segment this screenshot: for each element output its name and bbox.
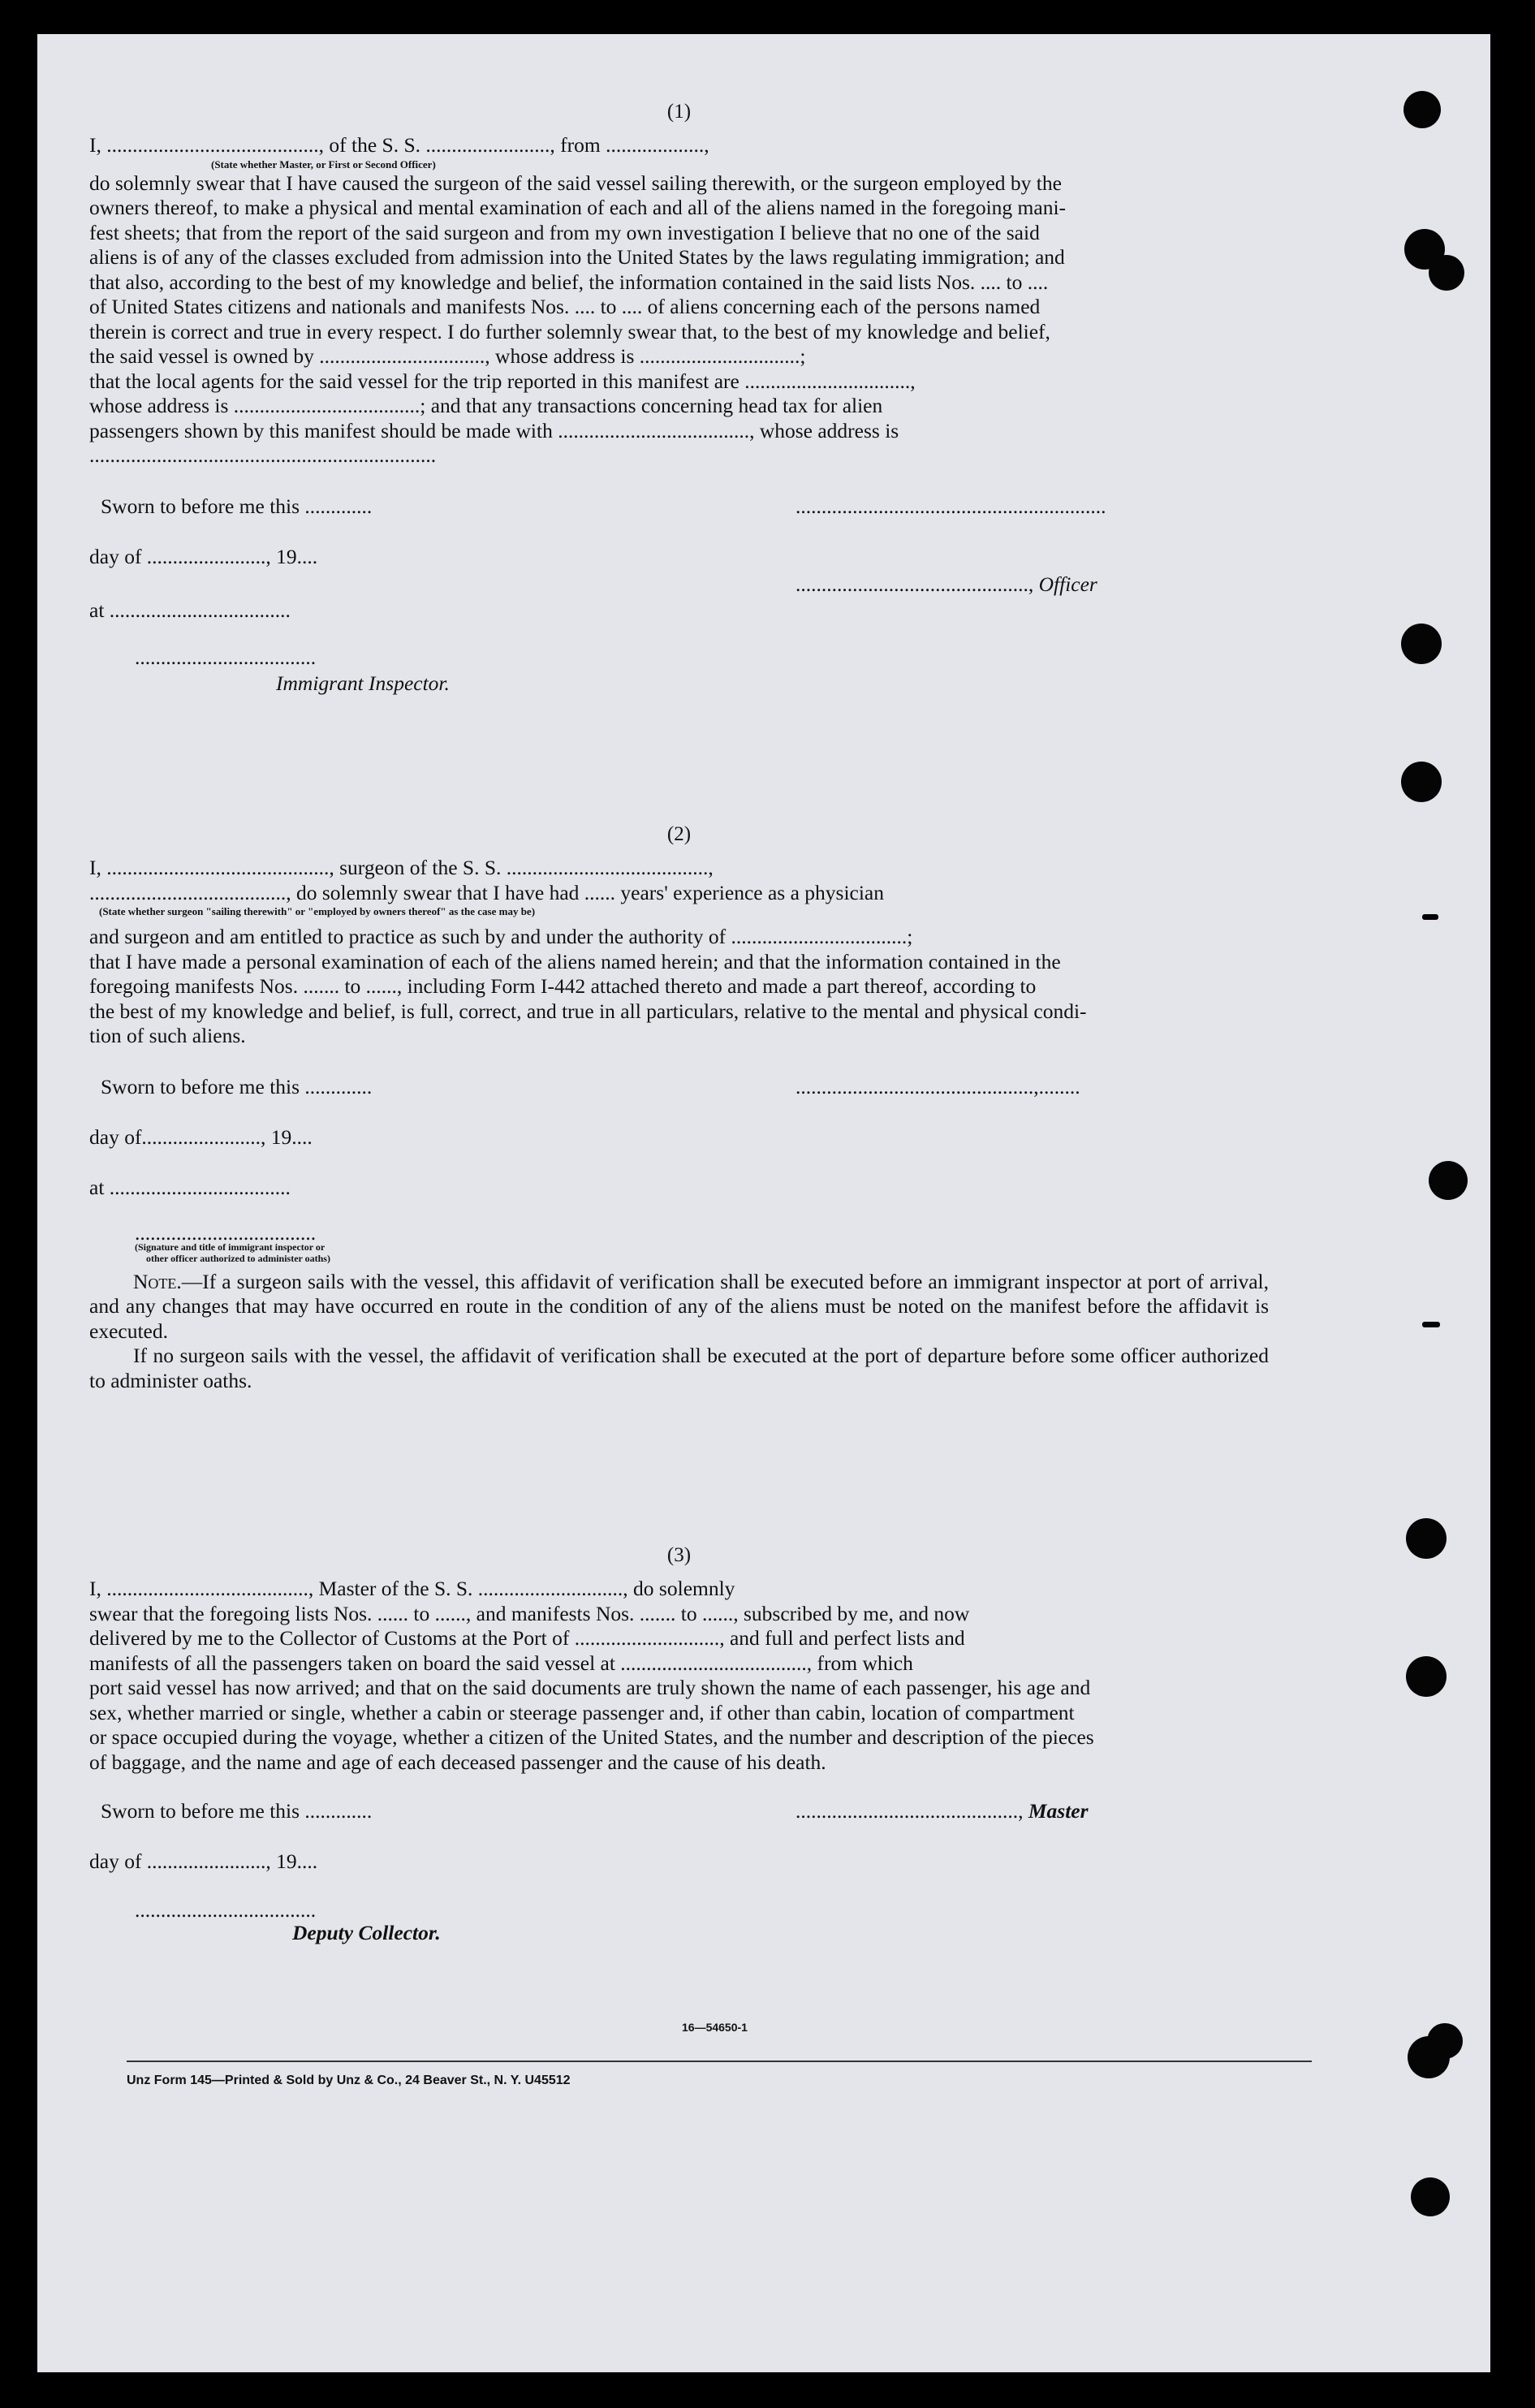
text-line: the best of my knowledge and belief, is full, correct, and true in all particulars, relative to the mental and physical condi- (89, 999, 1087, 1023)
sworn-label: Sworn to before me this ............. (101, 1074, 373, 1098)
signature-caption: other officer authorized to administer oaths) (146, 1252, 330, 1264)
text-line: owners thereof, to make a physical and mental examination of each and all of the aliens named in the foregoing mani- (89, 196, 1067, 219)
section-number: (3) (666, 1544, 692, 1566)
punch-mark (1422, 914, 1438, 920)
punch-hole (1406, 1656, 1447, 1697)
text-line: of United States citizens and nationals and manifests Nos. .... to .... of aliens concerning each of the persons named (89, 295, 1041, 318)
punch-hole (1427, 2023, 1463, 2059)
text-line: the said vessel is owned by ................................, whose address is ...............................; (89, 344, 806, 368)
section-3 (89, 1544, 1269, 1945)
text-line: fest sheets; that from the report of the said surgeon and from my own investigation I believe that no one of the said (89, 220, 1040, 244)
section-number: (1) (666, 101, 692, 123)
collector-signature-line: ................................... (135, 1898, 317, 1922)
note-label: Note. (133, 1269, 182, 1293)
state-note: (State whether Master, or First or Second Officer) (211, 158, 436, 170)
footer-rule (127, 2061, 1312, 2062)
text-line: that the local agents for the said vessel for the trip reported in this manifest are ................................, (89, 369, 916, 393)
sworn-block (89, 1799, 1269, 1945)
sworn-label: Sworn to before me this ............. (101, 1799, 373, 1823)
at-label: at ................................... (89, 598, 291, 622)
signature-caption: (Signature and title of immigrant inspector or (135, 1241, 326, 1253)
note-text: —If a surgeon sails with the vessel, this affidavit of verification shall be executed before an immigrant inspector at port of arrival, and any changes that may have occurred en route in the condition of any of the aliens must be noted on the manifest before the affidavit is executed. (89, 1269, 1269, 1343)
printer-footer: Unz Form 145—Printed & Sold by Unz & Co., 24 Beaver St., N. Y. U45512 (127, 2074, 571, 2087)
signature-line: ..............................................,........ (796, 1074, 1080, 1098)
text-line: delivered by me to the Collector of Customs at the Port of ............................, and full and perfect lists and (89, 1626, 965, 1650)
punch-hole (1411, 2177, 1450, 2216)
text-line: I, ......................................., Master of the S. S. ............................, do solemnly (89, 1577, 735, 1600)
text-line: I, ..........................................., surgeon of the S. S. ......................................., (89, 856, 714, 879)
section-1 (89, 101, 1269, 762)
text-line: whose address is ....................................; and that any transactions concerning head tax for alien (89, 394, 883, 417)
officer-signature (796, 572, 1097, 597)
inspector-signature-line: ................................... (135, 1220, 317, 1245)
master-line: ..........................................., (796, 1799, 1028, 1823)
officer-line: ............................................., (796, 572, 1039, 596)
section-number: (2) (666, 823, 692, 845)
state-note: (State whether surgeon "sailing therewith" or "employed by owners thereof" as the case may be) (99, 905, 536, 917)
master-signature (796, 1799, 1089, 1823)
collector-caption: Deputy Collector. (292, 1921, 441, 1944)
punch-mark (1422, 1322, 1440, 1327)
sworn-label: Sworn to before me this ............. (101, 494, 373, 518)
text-line: I, ........................................., of the S. S. ........................, from ..................., (89, 133, 709, 157)
text-line: foregoing manifests Nos. ....... to ......, including Form I-442 attached thereto and made a part thereof, according to (89, 974, 1037, 998)
inspector-signature-line: ................................... (135, 645, 317, 669)
punch-hole (1403, 91, 1441, 128)
note-paragraph (89, 1270, 1269, 1344)
text-line: do solemnly swear that I have caused the surgeon of the said vessel sailing therewith, or the surgeon employed by the (89, 170, 1062, 195)
text-line: therein is correct and true in every respect. I do further solemnly swear that, to the best of my knowledge and belief, (89, 319, 1050, 343)
sworn-block (89, 494, 1269, 762)
text-line: ......................................, do solemnly swear that I have had ...... years' experience as a physician (89, 880, 884, 904)
text-line: and surgeon and am entitled to practice as such by and under the authority of ..................................; (89, 925, 913, 948)
text-line: tion of such aliens. (89, 1024, 246, 1047)
text-line: passengers shown by this manifest should be made with ....................................., whose address is (89, 418, 899, 442)
text-line: or space occupied during the voyage, whether a citizen of the United States, and the number and description of the pieces (89, 1725, 1094, 1749)
document-page (37, 34, 1490, 2372)
text-line: that also, according to the best of my knowledge and belief, the information contained in the said lists Nos. .... to .... (89, 270, 1049, 294)
punch-hole (1429, 255, 1464, 291)
text-line: sex, whether married or single, whether a cabin or steerage passenger and, if other than cabin, location of compartment (89, 1700, 1075, 1724)
text-line: of baggage, and the name and age of each deceased passenger and the cause of his death. (89, 1750, 826, 1774)
day-label: day of ......................., 19.... (89, 544, 318, 568)
day-label: day of ......................., 19.... (89, 1849, 318, 1873)
day-label: day of......................., 19.... (89, 1124, 313, 1149)
text-line: manifests of all the passengers taken on board the said vessel at ...................................., from which (89, 1651, 913, 1675)
punch-hole (1406, 1518, 1447, 1559)
text-line: swear that the foregoing lists Nos. ...... to ......, and manifests Nos. ....... to ......, subscribed by me, and now (89, 1601, 970, 1625)
section-2 (89, 823, 1269, 1393)
sworn-block (89, 1074, 1269, 1264)
inspector-caption: Immigrant Inspector. (276, 671, 450, 695)
master-title: Master (1028, 1799, 1089, 1823)
text-line: port said vessel has now arrived; and that on the said documents are truly shown the name of each passenger, his age and (89, 1676, 1091, 1699)
punch-hole (1401, 624, 1442, 664)
text-line: aliens is of any of the classes excluded from admission into the United States by the laws regulating immigration; and (89, 245, 1065, 269)
punch-hole (1429, 1161, 1468, 1200)
punch-hole (1401, 762, 1442, 802)
text-line: that I have made a personal examination of each of the aliens named herein; and that the information contained in the (89, 949, 1061, 973)
text-line: ................................................................... (89, 443, 437, 467)
note-paragraph-2: If no surgeon sails with the vessel, the affidavit of verification shall be executed at the port of departure before some officer authorized to administer oaths. (89, 1344, 1269, 1392)
officer-title: Officer (1038, 572, 1097, 596)
signature-line: ............................................................ (796, 494, 1106, 518)
form-code: 16—54650-1 (682, 2021, 748, 2034)
at-label: at ................................... (89, 1175, 291, 1199)
